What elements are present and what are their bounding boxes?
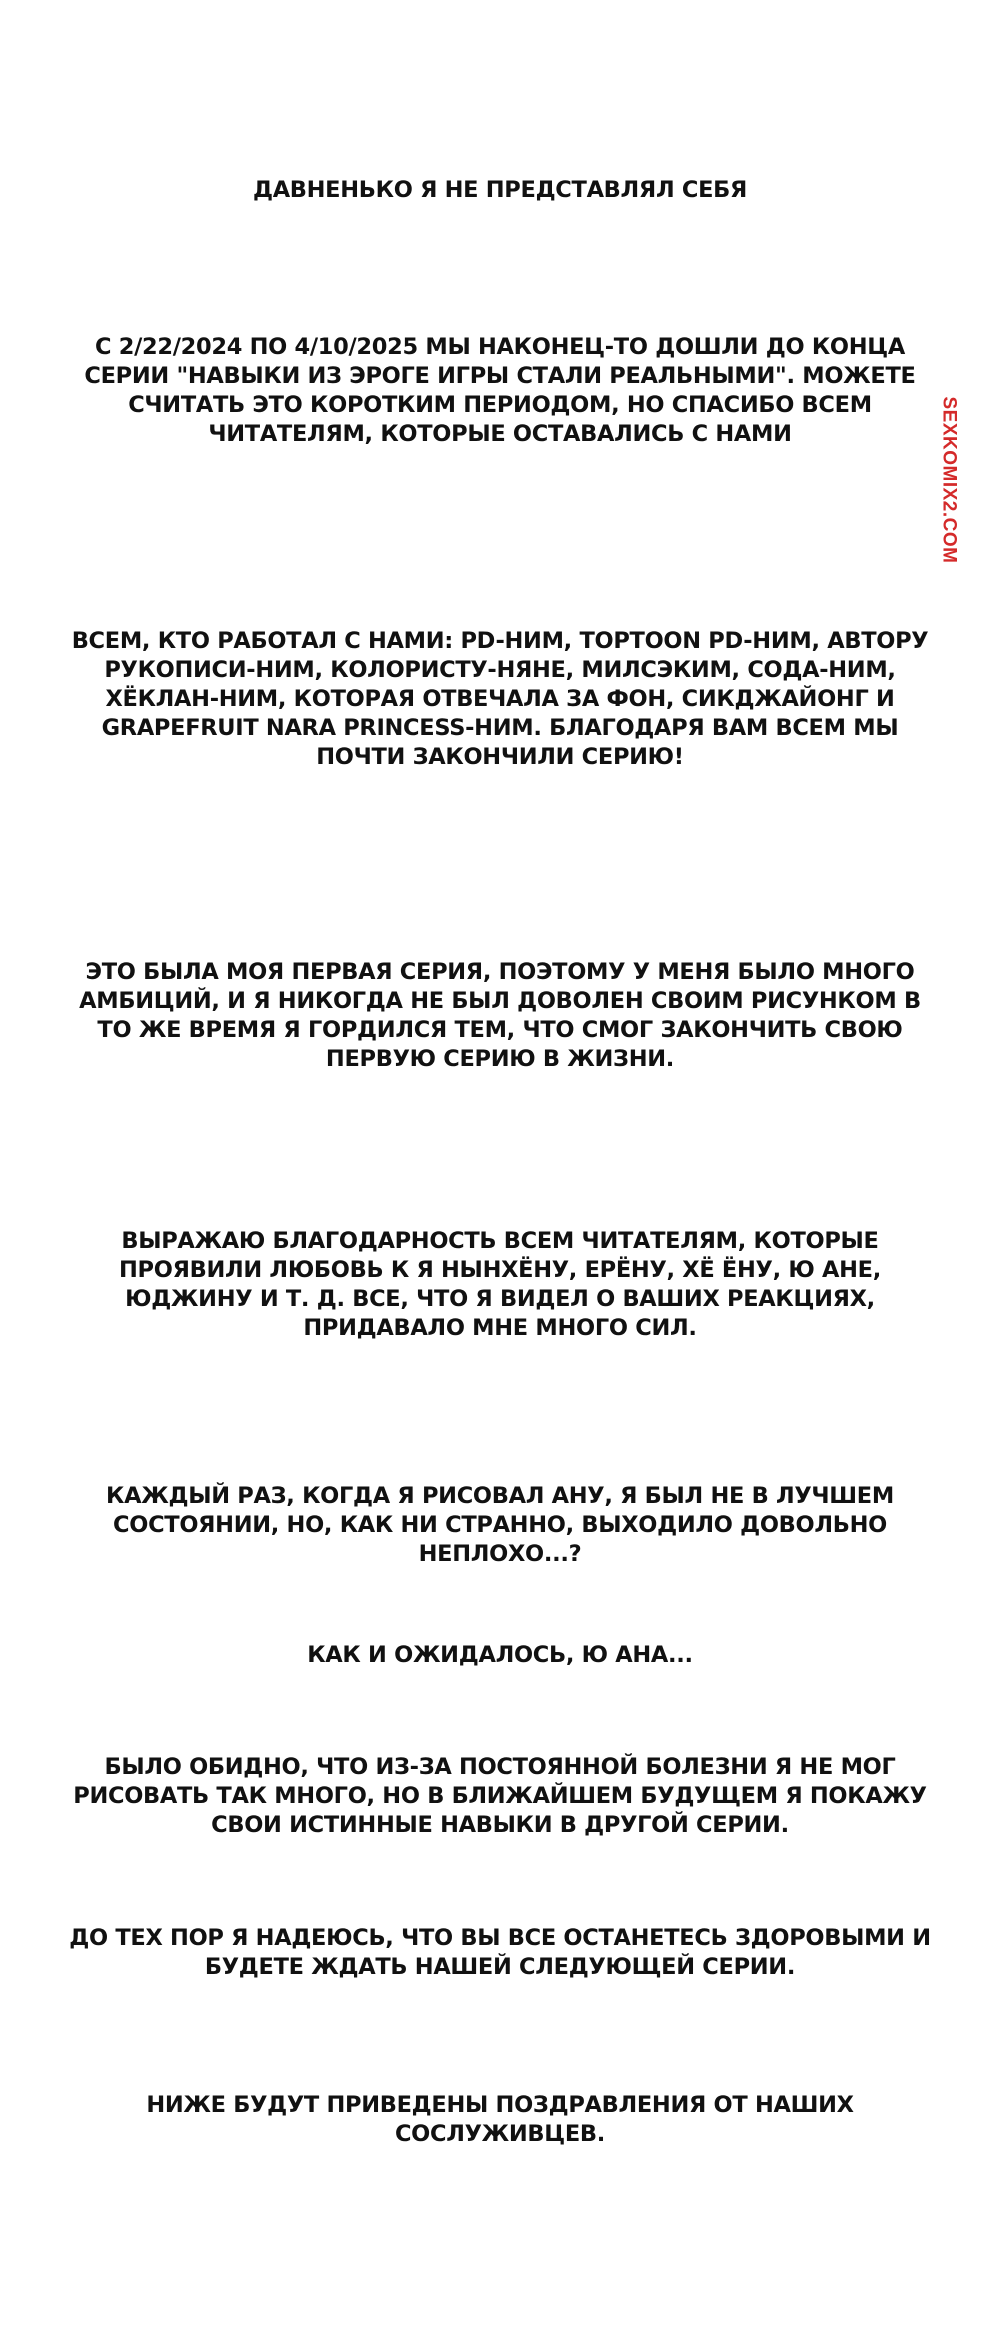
paragraph-colleagues: НИЖЕ БУДУТ ПРИВЕДЕНЫ ПОЗДРАВЛЕНИЯ ОТ НАШИХ СОСЛУЖИВЦЕВ. bbox=[146, 2092, 854, 2147]
page-title: ДАВНЕНЬКО Я НЕ ПРЕДСТАВЛЯЛ СЕБЯ bbox=[252, 177, 748, 203]
paragraph-staff-thanks: ВСЕМ, КТО РАБОТАЛ С НАМИ: PD-НИМ, TOPTOON PD-НИМ, АВТОРУ РУКОПИСИ-НИМ, КОЛОРИСТУ-НЯНЕ, МИЛСЭКИМ, СОДА-НИМ, ХЁКЛАН-НИМ, КОТОРАЯ ОТВЕЧАЛА ЗА ФОН, СИКДЖАЙОНГ И GRAPEFRUIT NARA PRINCESS-НИМ. БЛАГОДАРЯ ВАМ ВСЕМ МЫ ПОЧТИ ЗАКОНЧИЛИ СЕРИЮ! bbox=[71, 628, 929, 770]
paragraph-illness: БЫЛО ОБИДНО, ЧТО ИЗ-ЗА ПОСТОЯННОЙ БОЛЕЗНИ Я НЕ МОГ РИСОВАТЬ ТАК МНОГО, НО В БЛИЖАЙШЕМ БУДУЩЕМ Я ПОКАЖУ СВОИ ИСТИННЫЕ НАВЫКИ В ДРУГОЙ СЕРИИ. bbox=[73, 1754, 927, 1838]
paragraph-drawing-ana: КАЖДЫЙ РАЗ, КОГДА Я РИСОВАЛ АНУ, Я БЫЛ НЕ В ЛУЧШЕМ СОСТОЯНИИ, НО, КАК НИ СТРАННО, ВЫХОДИЛО ДОВОЛЬНО НЕПЛОХО...? bbox=[106, 1483, 894, 1567]
paragraph-series-end: С 2/22/2024 ПО 4/10/2025 МЫ НАКОНЕЦ-ТО ДОШЛИ ДО КОНЦА СЕРИИ "НАВЫКИ ИЗ ЭРОГЕ ИГРЫ СТАЛИ РЕАЛЬНЫМИ". МОЖЕТЕ СЧИТАТЬ ЭТО КОРОТКИМ ПЕРИОДОМ, НО СПАСИБО ВСЕМ ЧИТАТЕЛЯМ, КОТОРЫЕ ОСТАВАЛИСЬ С НАМИ bbox=[84, 334, 916, 447]
watermark-text: SEXKOMIX2.COM bbox=[938, 396, 960, 564]
site-watermark bbox=[924, 390, 972, 570]
paragraph-as-expected: КАК И ОЖИДАЛОСЬ, Ю АНА... bbox=[307, 1642, 693, 1668]
paragraph-reader-thanks: ВЫРАЖАЮ БЛАГОДАРНОСТЬ ВСЕМ ЧИТАТЕЛЯМ, КОТОРЫЕ ПРОЯВИЛИ ЛЮБОВЬ К Я НЫНХЁНУ, ЕРЁНУ, ХЁ ЁНУ, Ю АНЕ, ЮДЖИНУ И Т. Д. ВСЕ, ЧТО Я ВИДЕЛ О ВАШИХ РЕАКЦИЯХ, ПРИДАВАЛО МНЕ МНОГО СИЛ. bbox=[119, 1228, 881, 1341]
paragraph-first-series: ЭТО БЫЛА МОЯ ПЕРВАЯ СЕРИЯ, ПОЭТОМУ У МЕНЯ БЫЛО МНОГО АМБИЦИЙ, И Я НИКОГДА НЕ БЫЛ ДОВОЛЕН СВОИМ РИСУНКОМ В ТО ЖЕ ВРЕМЯ Я ГОРДИЛСЯ ТЕМ, ЧТО СМОГ ЗАКОНЧИТЬ СВОЮ ПЕРВУЮ СЕРИЮ В ЖИЗНИ. bbox=[79, 959, 921, 1072]
paragraph-stay-healthy: ДО ТЕХ ПОР Я НАДЕЮСЬ, ЧТО ВЫ ВСЕ ОСТАНЕТЕСЬ ЗДОРОВЫМИ И БУДЕТЕ ЖДАТЬ НАШЕЙ СЛЕДУЮЩЕЙ СЕРИИ. bbox=[69, 1925, 931, 1980]
